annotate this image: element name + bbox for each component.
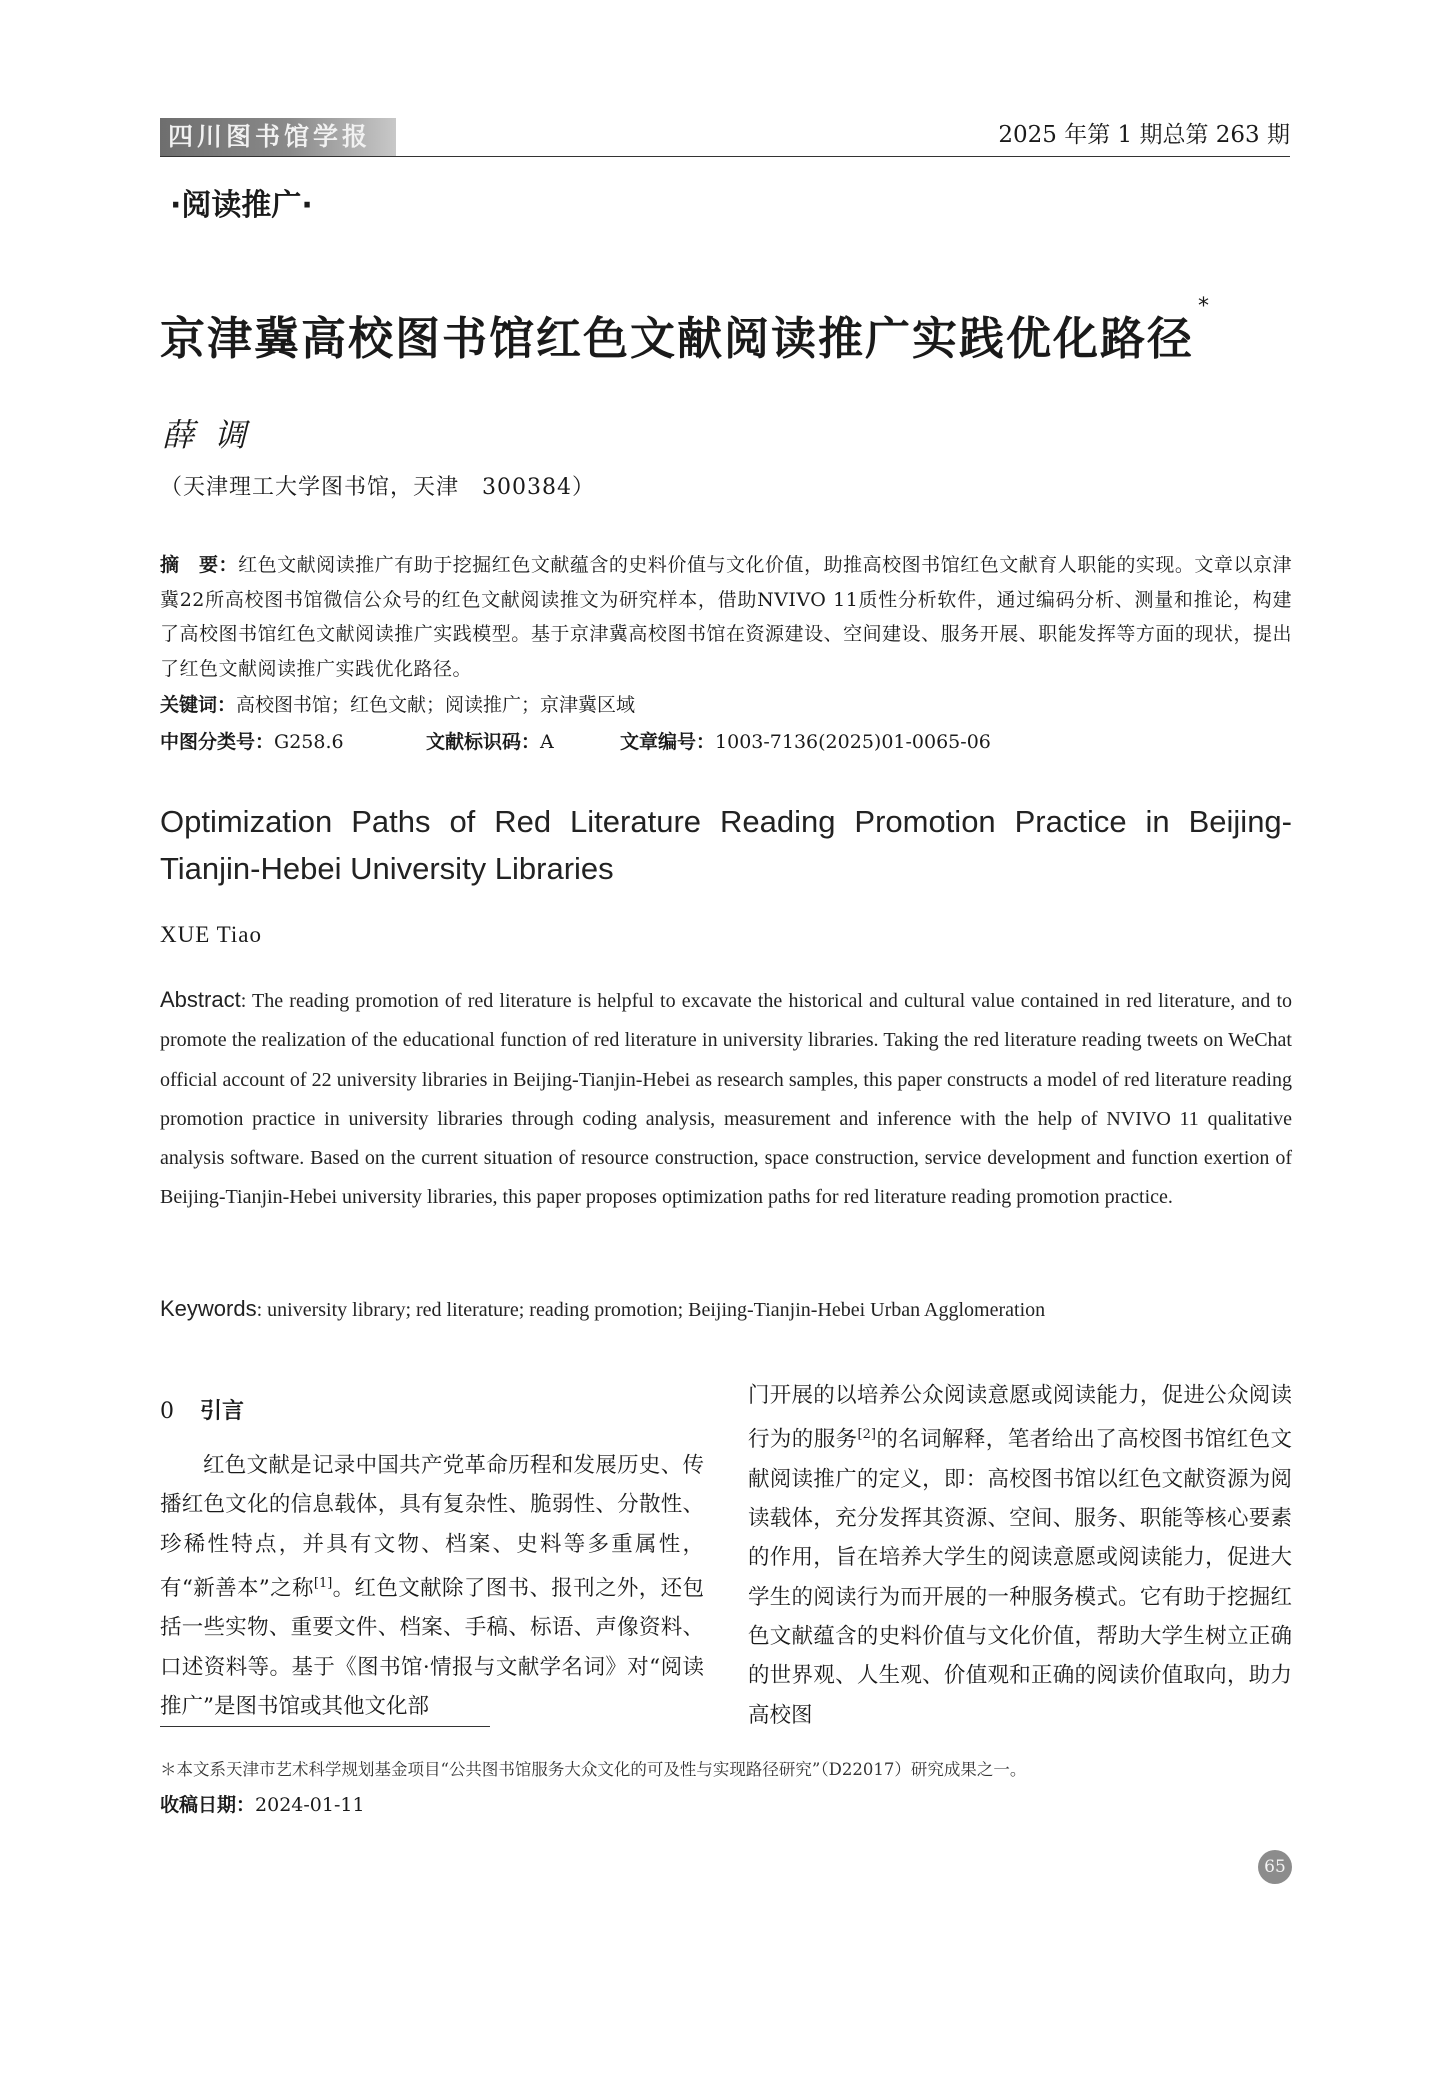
left-para-part1: 红色文献是记录中国共产党革命历程和发展历史、传播红色文化的信息载体，具有复杂性、脆弱性、分散性、珍稀性特点，并具有文物、档案、史料等多重属性，有“新善本”之称 [160,1453,704,1602]
citation-1: [1] [313,1575,333,1591]
left-para-part2: 。红色文献除了图书、报刊之外，还包括一些实物、重要文件、档案、手稿、标语、声像资料、口述资料等。基于《图书馆·情报与文献学名词》对“阅读推广”是图书馆或其他文化部 [160,1576,704,1719]
affiliation-cn: （天津理工大学图书馆，天津 300384） [160,475,595,500]
keywords-cn-text: 高校图书馆；红色文献；阅读推广；京津冀区域 [236,694,636,716]
article-no-label: 文章编号： [620,731,716,753]
section-title: 引言 [200,1399,245,1424]
doc-code-value: A [540,731,554,753]
article-no-value: 1003-7136(2025)01-0065-06 [715,731,991,753]
section-number: 0 [160,1399,174,1424]
author-cn: 薛调 [162,416,267,454]
body-right-column [748,1376,1292,1735]
title-cn-text: 京津冀高校图书馆红色文献阅读推广实践优化路径 [160,312,1195,365]
journal-name-badge: 四川图书馆学报 [160,118,396,156]
article-no-cell [620,727,991,754]
received-label: 收稿日期： [160,1794,256,1816]
section-heading [160,1394,244,1425]
clc-value: G258.6 [274,731,344,753]
article-title-en: Optimization Paths of Red Literature Reading Promotion Practice in Beijing-Tianjin-Hebei University Libraries [160,804,1292,886]
clc-cell [160,727,426,754]
keywords-en-label: Keywords [160,1296,257,1321]
column-label: ·阅读推广· [170,188,313,223]
footnote-rule [160,1726,490,1727]
received-date [160,1790,365,1817]
keywords-cn-label: 关键词： [160,694,237,716]
received-value: 2024-01-11 [255,1794,365,1816]
abstract-en-label: Abstract [160,987,241,1012]
doc-code-label: 文献标识码： [426,731,541,753]
title-footnote-mark: * [1198,294,1212,319]
abstract-cn-label: 摘 要： [160,554,239,576]
keywords-cn [160,690,635,717]
author-en: XUE Tiao [160,922,262,947]
abstract-cn [160,548,1292,686]
keywords-en-text: : university library; red literature; reading promotion; Beijing-Tianjin-Hebei Urban Agglomeration [256,1299,1046,1321]
page-number-badge: 65 [1258,1850,1292,1884]
body-left-column [160,1446,704,1726]
abstract-en [160,980,1292,1218]
abstract-cn-text: 红色文献阅读推广有助于挖掘红色文献蕴含的史料价值与文化价值，助推高校图书馆红色文献育人职能的实现。文章以京津冀22所高校图书馆微信公众号的红色文献阅读推文为研究样本，借助NVIVO 11质性分析软件，通过编码分析、测量和推论，构建了高校图书馆红色文献阅读推广实践模型。基于京津冀高校图书馆在资源建设、空间建设、服务开展、职能发挥等方面的现状，提出了红色文献阅读推广实践优化路径。 [160,554,1292,680]
clc-label: 中图分类号： [160,731,275,753]
keywords-en [160,1296,1045,1322]
right-para-part2: 的名词解释，笔者给出了高校图书馆红色文献阅读推广的定义，即：高校图书馆以红色文献资源为阅读载体，充分发挥其资源、空间、服务、职能等核心要素的作用，旨在培养大学生的阅读意愿或阅读能力，促进大学生的阅读行为而开展的一种服务模式。它有助于挖掘红色文献蕴含的史料价值与文化价值，帮助大学生树立正确的世界观、人生观、价值观和正确的阅读价值取向，助力高校图 [748,1427,1292,1728]
citation-2: [2] [857,1427,876,1443]
right-para-part1: 门开展的以培养公众阅读意愿或阅读能力，促进公众阅读行为的服务 [748,1383,1292,1453]
classification-row [160,727,1290,754]
doc-code-cell [426,727,620,754]
header-rule [160,156,1290,157]
article-title-cn [160,294,1212,367]
funding-footnote: ＊本文系天津市艺术科学规划基金项目“公共图书馆服务大众文化的可及性与实现路径研究”（D22017）研究成果之一。 [160,1760,1027,1779]
issue-info: 2025 年第 1 期总第 263 期 [998,122,1290,148]
abstract-en-text: : The reading promotion of red literature is helpful to excavate the historical and cultural value contained in red literature, and to promote the realization of the educational function of red literature in university libraries. Taking the red literature reading tweets on WeChat official account of 22 university libraries in Beijing-Tianjin-Hebei as research samples, this paper constructs a model of red literature reading promotion practice in university libraries through coding analysis, measurement and inference with the help of NVIVO 11 qualitative analysis software. Based on the current situation of resource construction, space construction, service development and function exertion of Beijing-Tianjin-Hebei university libraries, this paper proposes optimization paths for red literature reading promotion practice. [160,990,1292,1209]
